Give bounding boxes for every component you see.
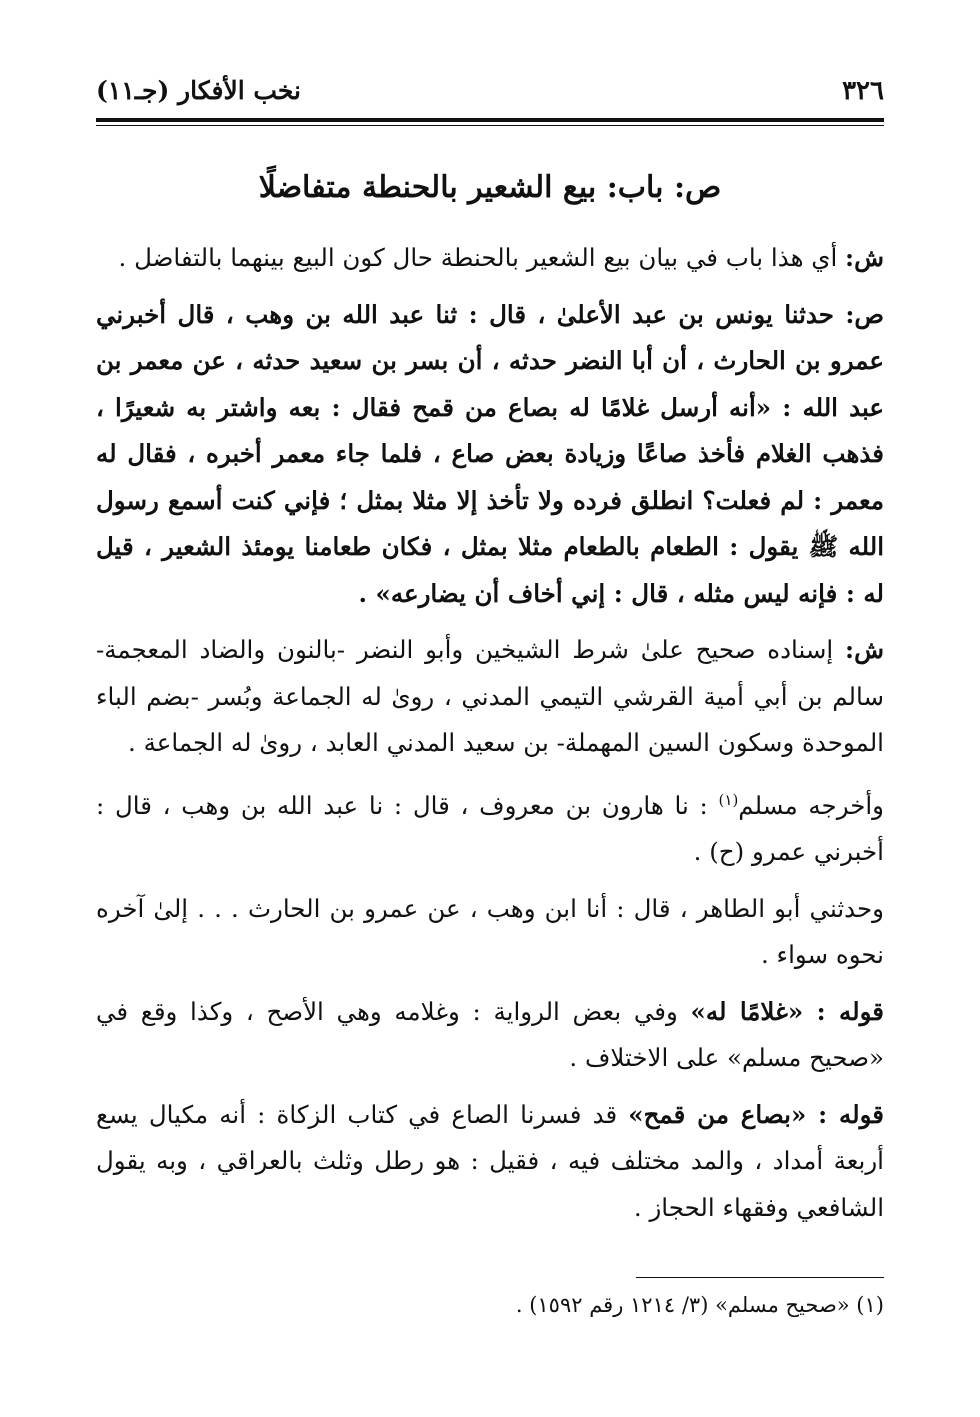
paragraph-hadith	[96, 292, 884, 618]
paragraph-text: أي هذا باب في بيان بيع الشعير بالحنطة حال كون البيع بينهما بالتفاضل .	[118, 243, 846, 272]
paragraph-text: قد فسرنا الصاع في كتاب الزكاة : أنه مكيال يسع أربعة أمداد ، والمد مختلف فيه ، فقيل : هو رطل وثلث بالعراقي ، وبه يقول الشافعي وفقهاء الحجاز .	[96, 1099, 884, 1222]
running-header	[96, 70, 884, 114]
paragraph-takhrij	[96, 777, 884, 876]
paragraph-lead: ش:	[845, 243, 884, 272]
paragraph-chain	[96, 886, 884, 979]
paragraph-qawluhu-2	[96, 1092, 884, 1232]
footnote-reference[interactable]: (١)	[718, 790, 739, 809]
paragraph-lead: قوله : «غلامًا له»	[690, 996, 884, 1026]
paragraph-lead: ص:	[845, 299, 884, 329]
paragraph-text: إسناده صحيح علىٰ شرط الشيخين وأبو النضر -بالنون والضاد المعجمة- سالم بن أبي أمية القرشي التيمي المدني ، روىٰ له الجماعة وبُسر -بضم الباء الموحدة وسكون السين المهملة- بن سعيد المدني العابد ، روىٰ له الجماعة .	[96, 635, 884, 757]
paragraph-commentary-1	[96, 235, 884, 282]
paragraph-qawluhu-1	[96, 989, 884, 1082]
book-title: نخب الأفكار (جـ١١)	[96, 76, 302, 105]
page	[96, 70, 884, 1417]
paragraph-text: وأخرجه مسلم	[738, 790, 884, 820]
paragraph-text: : نا هارون بن معروف ، قال : نا عبد الله بن وهب ، قال : أخبرني عمرو (ح) .	[96, 790, 884, 867]
header-rule	[96, 118, 884, 122]
paragraph-lead: قوله : «بصاع من قمح»	[628, 1099, 885, 1129]
paragraph-text: حدثنا يونس بن عبد الأعلىٰ ، قال : ثنا عبد الله بن وهب ، قال أخبرني عمرو بن الحارث ، أن أبا النضر حدثه ، أن بسر بن سعيد حدثه ، عن معمر بن عبد الله : «أنه أرسل غلامًا له بصاع من قمح فقال : بعه واشتر به شعيرًا ، فذهب الغلام فأخذ صاعًا وزيادة بعض صاع ، فلما جاء معمر أخبره ، فقال له معمر : لم فعلت؟ انطلق فرده ولا تأخذ إلا مثلا بمثل ؛ فإني كنت أسمع رسول الله ﷺ يقول : الطعام بالطعام مثلا بمثل ، فكان طعامنا يومئذ الشعير ، قيل له : فإنه ليس مثله ، قال : إني أخاف أن يضارعه» .	[96, 299, 884, 608]
paragraph-lead: ش:	[845, 635, 884, 664]
header-rule-thin	[96, 125, 884, 126]
paragraph-commentary-2	[96, 627, 884, 767]
paragraph-text: وفي بعض الرواية : وغلامه وهي الأصح ، وكذا وقع في «صحيح مسلم» على الاختلاف .	[96, 996, 884, 1073]
footnote-separator	[636, 1277, 884, 1278]
footnote: (١) «صحيح مسلم» (٣/ ١٢١٤ رقم ١٥٩٢) .	[515, 1293, 884, 1317]
chapter-title: ص: باب: بيع الشعير بالحنطة متفاضلًا	[258, 170, 722, 205]
page-number: ٣٢٦	[842, 76, 884, 106]
paragraph-text: وحدثني أبو الطاهر ، قال : أنا ابن وهب ، عن عمرو بن الحارث . . . إلىٰ آخره نحوه سواء .	[96, 893, 884, 970]
